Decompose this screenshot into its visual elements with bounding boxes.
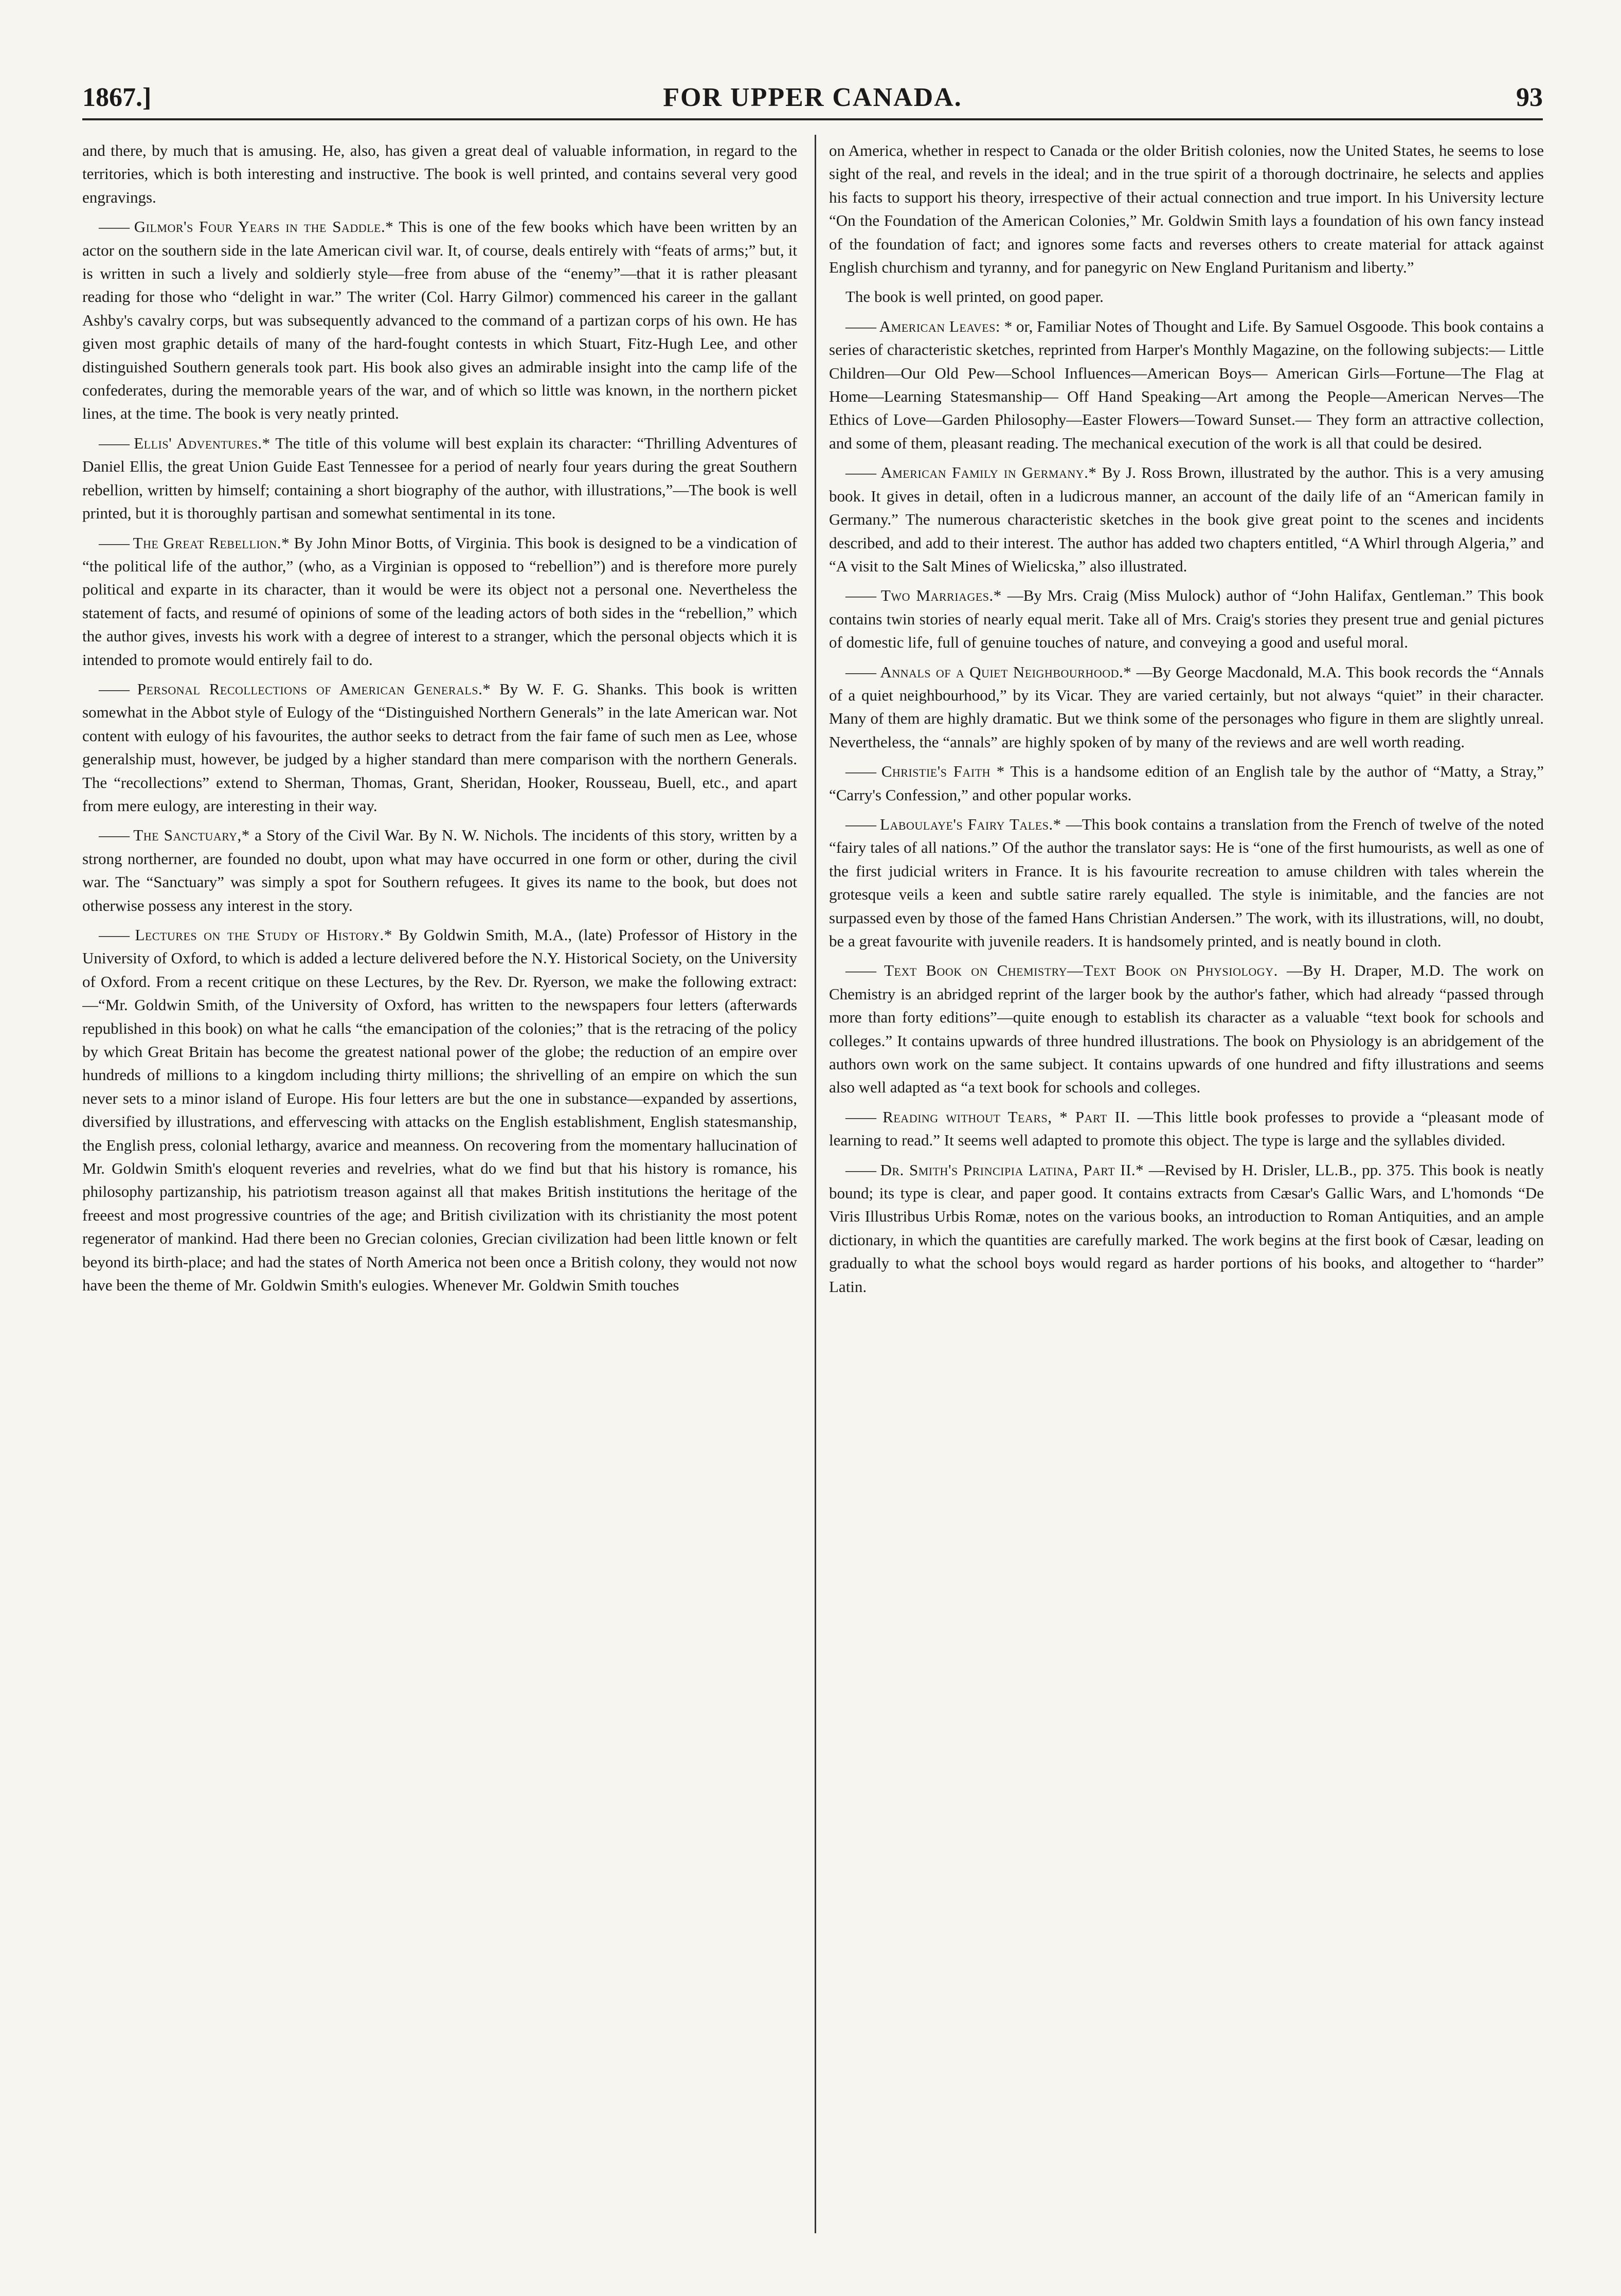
book-title: Two Marriages.* xyxy=(880,586,1002,605)
entry-dash: —— xyxy=(845,1160,875,1179)
column-divider xyxy=(815,135,816,2233)
header-title: FOR UPPER CANADA. xyxy=(663,83,962,112)
review-text: —By Mrs. Craig (Miss Mulock) author of “John Halifax, Gentleman.” This book contains twin stories of nearly equal merit. Take all of Mrs. Craig's stories they present true and genial pictures of domestic life, full of genuine touches of nature, and conveying a good and useful moral. xyxy=(829,586,1544,652)
review-text: —This book contains a translation from the French of twelve of the noted “fairy tales of all nations.” Of the author the translator says: He is “one of the first humourists, as well as one of the first judicial writers in France. It is his favourite recreation to amuse children with tales wherein the grotesque veils a keen and subtle satire rarely equalled. The style is inimitable, and the fancies are not surpassed even by those of the famed Hans Christian Andersen.” The work, with its illustrations, will, no doubt, be a great favourite with juvenile readers. It is handsomely printed, and is neatly bound in cloth. xyxy=(829,815,1544,950)
review-text: By W. F. G. Shanks. This book is written somewhat in the Abbot style of Eulogy of the “Distinguished Northern Generals” in the late American war. Not content with eulogy of his favourites, the author seeks to detract from the fair fame of such men as Lee, whose generalship must, however, be judged by a higher standard than mere comparison with the northern Generals. The “recollections” extend to Sherman, Thomas, Grant, Sheridan, Hooker, Rousseau, Buell, etc., and apart from mere eulogy, are interesting in their way. xyxy=(82,679,797,815)
entry-dash: —— xyxy=(99,218,129,236)
header-date: 1867.] xyxy=(82,83,152,112)
review-text: a Story of the Civil War. By N. W. Nichols. The incidents of this story, written by a strong northerner, are founded no doubt, upon what may have occurred in one form or other, during the civil war. The “Sanctuary” was simply a spot for Southern refugees. It gives its name to the book, but does not otherwise possess any interest in the story. xyxy=(82,826,797,914)
book-title: Dr. Smith's Principia Latina, Part II.* xyxy=(880,1160,1144,1179)
book-title: Annals of a Quiet Neighbourhood.* xyxy=(880,662,1132,681)
review-text: By Goldwin Smith, M.A., (late) Professor of History in the University of Oxford, to which is added a lecture delivered before the N.Y. Historical Society, on the University of Oxford. From a recent critique on these Lectures, by the Rev. Dr. Ryerson, we make the following extract:—“Mr. Goldwin Smith, of the University of Oxford, has written to the newspapers four letters (afterwards republished in this book) on what he calls “the emancipation of the colonies;” that is the retracing of the policy by which Great Britain has become the greatest national power of the globe; the reduction of an empire over hundreds of millions to a kingdom including thirty millions; the shrivelling of an empire on which the sun never sets to a minor island of Europe. His four letters are but the one in substance—expanded by assertions, diversified by illustrations, and effervescing with attacks on the English establishment, English statesmanship, the English press, colonial lethargy, avarice and meanness. On recovering from the momentary hallucination of Mr. Goldwin Smith's eloquent reveries and revelries, what do we find but that his history is romance, his philosophy partizanship, his patriotism treason against all that makes British institutions the heritage of the freeest and most progressive countries of the age; and British civilization with its christianity the most potent regenerator of mankind. Had there been no Grecian colonies, Grecian civilization had been little known or felt beyond its birth-place; and had the states of North America not been once a British colony, they would not now have been the theme of Mr. Goldwin Smith's eulogies. Whenever Mr. Goldwin Smith touches xyxy=(82,926,797,1295)
page-header xyxy=(82,77,1543,120)
review-paragraph xyxy=(829,584,1544,654)
review-paragraph xyxy=(82,677,797,817)
book-title: The Great Rebellion.* xyxy=(133,533,290,552)
book-title: Laboulaye's Fairy Tales.* xyxy=(880,815,1061,833)
entry-dash: —— xyxy=(845,317,875,335)
entry-dash: —— xyxy=(845,961,875,980)
review-paragraph xyxy=(829,315,1544,455)
book-title: Personal Recollections of American Generals.* xyxy=(137,679,491,698)
entry-dash: —— xyxy=(99,926,129,944)
review-paragraph xyxy=(829,660,1544,754)
header-page-number: 93 xyxy=(1516,83,1543,112)
book-title: Christie's Faith xyxy=(881,762,991,781)
book-title: American Family in Germany.* xyxy=(880,463,1097,482)
book-title: Text Book on Chemistry—Text Book on Physiology. xyxy=(884,961,1278,980)
review-paragraph xyxy=(82,432,797,525)
entry-dash: —— xyxy=(845,586,875,605)
entry-dash: —— xyxy=(99,679,129,698)
review-text: —This little book professes to provide a “pleasant mode of learning to read.” It seems well adapted to promote this object. The type is large and the syllables divided. xyxy=(829,1107,1544,1150)
review-paragraph xyxy=(829,813,1544,953)
entry-dash: —— xyxy=(99,434,129,452)
review-text: on America, whether in respect to Canada or the older British colonies, now the United States, he seems to lose sight of the real, and revels in the ideal; and in the true spirit of a thorough doctrinaire, he selects and applies his facts to support his theory, irrespective of their actual connection and true import. In his University lecture “On the Foundation of the American Colonies,” Mr. Goldwin Smith lays a foundation of his own fancy instead of the foundation of fact; and ignores some facts and reverses others to create material for attack against English churchism and tyranny, and for panegyric on New England Puritanism and liberty.” xyxy=(829,141,1544,277)
entry-dash: —— xyxy=(99,533,129,552)
review-paragraph xyxy=(829,1158,1544,1298)
book-title: Gilmor's Four Years in the Saddle.* xyxy=(134,218,394,236)
book-title: American Leaves: xyxy=(879,317,1000,335)
review-text: * This is a handsome edition of an English tale by the author of “Matty, a Stray,” “Carry's Confession,” and other popular works. xyxy=(829,762,1544,804)
entry-dash: —— xyxy=(845,815,875,833)
book-title: Lectures on the Study of History.* xyxy=(135,926,392,944)
book-title: Reading without Tears, * Part II. xyxy=(882,1107,1130,1126)
review-text: —Revised by H. Drisler, LL.B., pp. 375. This book is neatly bound; its type is clear, and paper good. It contains extracts from Cæsar's Gallic Wars, and L'homonds “De Viris Illustribus Urbis Romæ, notes on the various books, an introduction to Roman Antiquities, and an ample dictionary, in which the quantities are carefully marked. The work begins at the first book of Cæsar, leading on gradually to what the school boys would regard as harder portions of his books, and altogether to “harder” Latin. xyxy=(829,1160,1544,1296)
review-paragraph xyxy=(829,760,1544,806)
right-column xyxy=(829,139,1544,2232)
review-paragraph xyxy=(82,823,797,917)
review-text: * or, Familiar Notes of Thought and Life. By Samuel Osgoode. This book contains a series of characteristic sketches, reprinted from Harper's Monthly Magazine, on the following subjects:— Little Children—Our Old Pew—School Influences—American Boys— American Girls—Fortune—The Flag at Home—Learning Statesmanship— Off Hand Speaking—Art among the People—American Nerves—The Ethics of Love—Garden Philosophy—Easter Flowers—Toward Sunset.— They form an attractive collection, and some of them, pleasant reading. The mechanical execution of the work is all that could be desired. xyxy=(829,317,1544,452)
review-text: By John Minor Botts, of Virginia. This book is designed to be a vindication of “the political life of the author,” (who, as a Virginian is opposed to “rebellion”) and is therefore more purely political and exparte in its character, than it would be were its object not a personal one. Nevertheless the statement of facts, and resumé of opinions of some of the leading actors of both sides in the “rebellion,” which the author gives, invests his work with a degree of interest to a stranger, which the personal objects which it is intended to promote would entirely fail to do. xyxy=(82,533,797,669)
review-text: and there, by much that is amusing. He, also, has given a great deal of valuable information, in regard to the territories, which is both interesting and instructive. The book is well printed, and contains several very good engravings. xyxy=(82,141,797,206)
review-paragraph xyxy=(82,531,797,671)
review-paragraph xyxy=(829,959,1544,1099)
entry-dash: —— xyxy=(845,762,875,781)
review-text: The title of this volume will best explain its character: “Thrilling Adventures of Daniel Ellis, the great Union Guide East Tennessee for a period of nearly four years during the great Southern rebellion, written by himself; containing a short biography of the author, with illustrations,”—The book is well printed, but it is thoroughly partisan and somewhat sentimental in its tone. xyxy=(82,434,797,523)
review-paragraph xyxy=(829,461,1544,578)
entry-dash: —— xyxy=(845,463,875,482)
review-text: The book is well printed, on good paper. xyxy=(845,288,1104,306)
review-paragraph xyxy=(82,215,797,425)
review-paragraph xyxy=(829,139,1544,279)
left-column xyxy=(82,139,797,2232)
entry-dash: —— xyxy=(845,662,875,681)
entry-dash: —— xyxy=(99,826,129,845)
entry-dash: —— xyxy=(845,1107,875,1126)
book-title: The Sanctuary,* xyxy=(133,826,250,845)
review-text: —By H. Draper, M.D. The work on Chemistry is an abridged reprint of the larger book by the author's father, which had already “passed through more than forty editions”—quite enough to establish its character as a valuable “text book for schools and colleges.” It contains upwards of three hundred illustrations. The book on Physiology is an abridgement of the authors own work on the same subject. It contains upwards of one hundred and fifty illustrations and seems also well adapted as “a text book for schools and colleges. xyxy=(829,961,1544,1097)
review-paragraph xyxy=(829,285,1544,308)
book-title: Ellis' Adventures.* xyxy=(134,434,271,452)
review-paragraph xyxy=(82,923,797,1297)
review-text: By J. Ross Brown, illustrated by the author. This is a very amusing book. It gives in detail, often in a ludicrous manner, an account of the daily life of an “American family in Germany.” The numerous characteristic sketches in the book give great point to the scenes and incidents described, and add to their interest. The author has added two chapters entitled, “A Whirl through Algeria,” and “A visit to the Salt Mines of Wielicska,” also illustrated. xyxy=(829,463,1544,575)
review-paragraph xyxy=(829,1105,1544,1152)
review-text: —By George Macdonald, M.A. This book records the “Annals of a quiet neighbourhood,” by its Vicar. They are varied certainly, but not always “quiet” in their character. Many of them are highly dramatic. But we think some of the personages who figure in them are slightly unreal. Nevertheless, the “annals” are highly spoken of by many of the reviews and are well worth reading. xyxy=(829,662,1544,751)
review-text: This is one of the few books which have been written by an actor on the southern side in the late American civil war. It, of course, deals entirely with “feats of arms;” but, it is written in such a lively and soldierly style—free from abuse of the “enemy”—that it is rather pleasant reading for those who “delight in war.” The writer (Col. Harry Gilmor) commenced his career in the gallant Ashby's cavalry corps, but was subsequently advanced to the command of a partizan corps of his own. He has given most graphic details of many of the hard-fought contests in which Stuart, Fitz-Hugh Lee, and other distinguished Southern generals took part. His book also gives an admirable insight into the camp life of the confederates, during the memorable years of the war, and of which so little was known, in the northern picket lines, at the time. The book is very neatly printed. xyxy=(82,218,797,423)
review-paragraph xyxy=(82,139,797,209)
